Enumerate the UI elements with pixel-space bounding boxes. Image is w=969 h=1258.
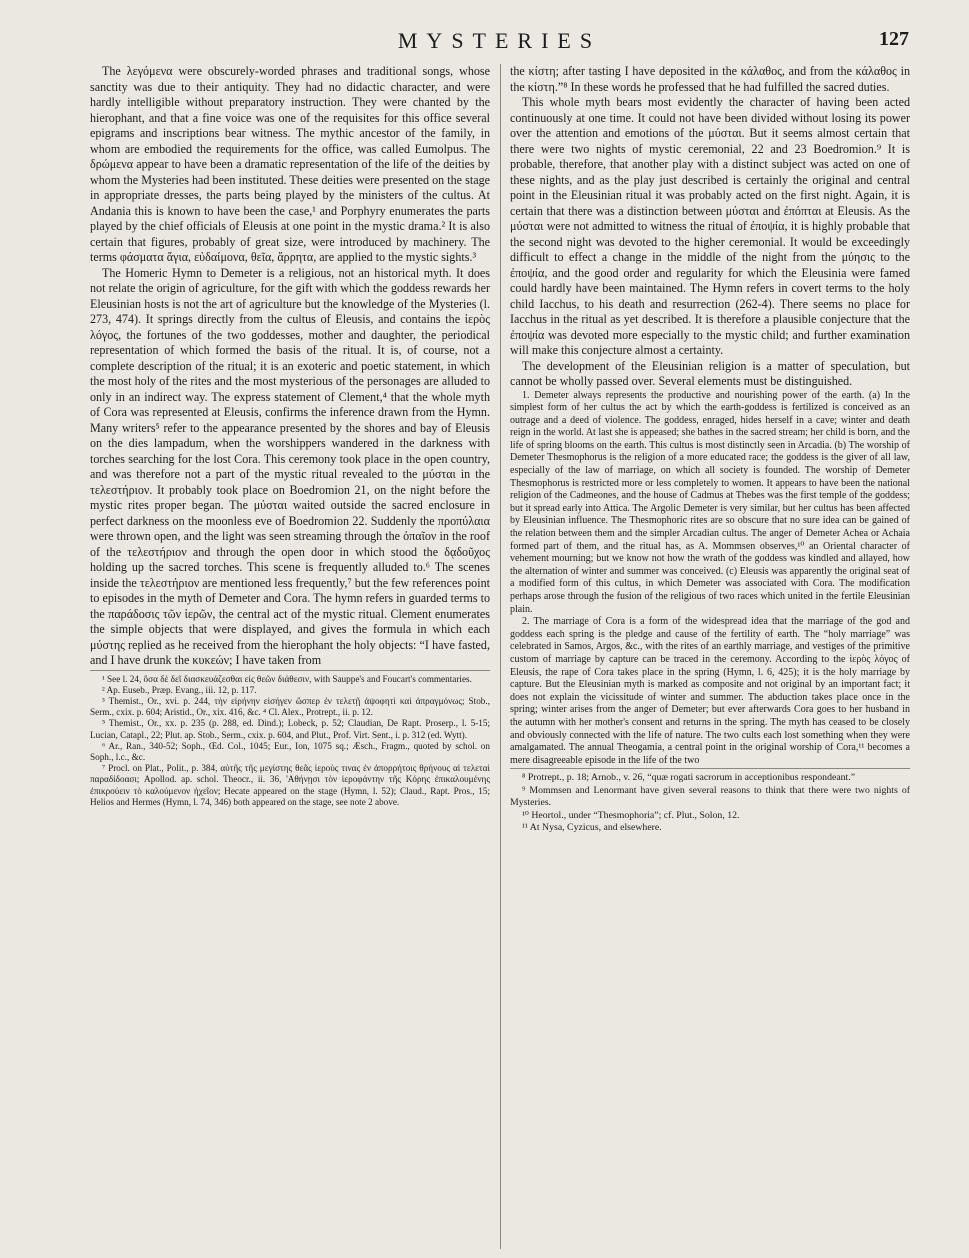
page-header bbox=[90, 28, 909, 60]
body-paragraph: The development of the Eleusinian religion is a matter of speculation, but cannot be wholly passed over. Several elements must be distinguished. bbox=[510, 358, 910, 388]
column-divider bbox=[500, 64, 501, 1249]
footnote: ³ Themist., Or., xvi. p. 244, τὴν εἰρήνην εἰσήγεν ὥσπερ ἐν τελετῇ ἀψοφητὶ καὶ ἀπραγμόνως; Stob., Serm., cxix. p. 604; Aristid., Or., xix. 416, &c. ⁴ Cl. Alex., Protrept., ii. p. 12. bbox=[90, 695, 490, 718]
footnote: ¹¹ At Nysa, Cyzicus, and elsewhere. bbox=[522, 821, 662, 833]
running-title: MYSTERIES bbox=[397, 28, 602, 53]
numbered-paragraph: 1. Demeter always represents the productive and nourishing power of the earth. (a) In the simplest form of her cultus the act by which the earth-goddess is fertilized is conceived as an outrage and a deed of violence. The goddess, enraged, hides herself in a cave; winter and death reign in the world. At last she is appeased; she bathes in the sacred stream; her child is born, and the life of spring blooms on the earth. This cultus is most distinctly seen in Arcadia. (b) The worship of Demeter Thesmophorus is the religion of a more educated race; the goddess is the giver of all law, especially of the law of marriage, on which all society is founded. The worship of Demeter Thesmophorus is restricted more or less completely to women. It appears to have been the national religion of the Cadmeones, and the house of Cadmus at Thebes was the first temple of the goddess; but it spread early into Attica. The Argolic Demeter is very similar, but her cultus has been affected by Eleusinian influence. The Thesmophoric rites are so obscure that no sure idea can be gained of the relation between them and the simpler Arcadian cultus. The anger of Demeter Achea or Achaia formed part of them, and the ritual has, as A. Mommsen observes,¹⁰ an Oriental character of vehement mourning; but we know not how the wrath of the goddess was kindled and allayed, how the alternation of winter and summer was conceived. (c) Eleusis was apparently the original seat of a modified form of this cultus, in which Demeter was associated with Cora. The modification perhaps arose through the fusion of the religious of two races which united in the fertile Eleusinian plain. bbox=[510, 389, 910, 615]
footnote-divider bbox=[510, 768, 910, 769]
footnote-divider bbox=[90, 670, 490, 671]
right-column bbox=[510, 64, 910, 834]
left-column bbox=[90, 64, 490, 808]
body-paragraph: The λεγόμενα were obscurely-worded phrases and traditional songs, whose sanctity was due to their antiquity. They had no didactic character, and were hardly intelligible without preparatory instruction. They were chanted by the hierophant, and that a fine voice was one of the requisites for this office several epigrams and inscriptions bear witness. The mythic ancestor of the family, in whom are embodied the requirements for the office, was called Eumolpus. The δρώμενα appear to have been a dramatic representation of the life of the deities by whom the Mysteries had been instituted. These deities were presented on the stage in appropriate dresses, the parts being played by the ministers of the cultus. At Andania this is known to have been the case,¹ and Porphyry enumerates the parts played by the chief officials of Eleusis at one point in the mystic drama.² It is also certain that figures, probably of great size, were introduced by machinery. The terms φάσματα ἅγια, εὐδαίμονα, θεῖα, ἄρρητα, are applied to the mystic sights.³ bbox=[90, 64, 490, 264]
footnote: ⁹ Mommsen and Lenormant have given several reasons to think that there were two nights of Mysteries. bbox=[510, 784, 910, 809]
body-paragraph: This whole myth bears most evidently the character of having been acted continuously at one time. It could not have been divided without losing its power over the attention and emotions of the μύσται. But it seems almost certain that there were two nights of mystic ceremonial, 22 and 23 Boedromion.⁹ It is probable, therefore, that another play with a distinct subject was acted on one of these nights, and as the play just described is certainly the original and central point in the Eleusinian ritual it was probably acted on the first night. Again, it is certain that there was a distinction between μύσται and ἐπόπται at Eleusis. As the μύσται were not admitted to witness the ritual of ἐποψία, it is highly probable that the second night was devoted to the higher ceremonial. It would be exceedingly difficult to effect a change in the middle of the night from the μύησις to the ἐποψία, and the good order and regularity for which the Eleusinia were famed could hardly have been maintained. The Hymn refers in covert terms to the holy child Iacchus, to his death and resurrection (262-4). There seems no place for Iacchus in the ritual as yet described. It is therefore a plausible conjecture that the ἐποψία was devoted more especially to the mystic child; and further examination will make this conjecture almost a certainty. bbox=[510, 95, 910, 357]
footnote: ¹ See l. 24, ὅσα δὲ δεῖ διασκευάζεσθαι εἰς θεῶν διάθεσιν, with Sauppe's and Foucart's commentaries. bbox=[102, 673, 472, 684]
footnote: ⁷ Procl. on Plat., Polit., p. 384, αὐτῆς τῆς μεγίστης θεᾶς ἱεροὺς τινας ἐν ἀπορρήτοις θρήνους αἱ τελεταὶ παραδίδοασι; Apollod. ap. schol. Theocr., ii. 36, 'Αθήνῃσι τὸν ἱεροφάντην τῆς Κόρης ἐπικαλουμένης ἐπικρούειν τὸ καλούμενον ἠχεῖον; Hecate appeared on the stage (Hymn, l. 52); Claud., Rapt. Pros., 15; Helios and Hermes (Hymn, l. 74, 346) both appeared on the stage, see note 2 above. bbox=[90, 763, 490, 807]
footnote: ¹⁰ Heortol., under “Thesmophoria”; cf. Plut., Solon, 12. bbox=[522, 809, 740, 821]
footnote: ⁵ Themist., Or., xx. p. 235 (p. 288, ed. Dind.); Lobeck, p. 52; Claudian, De Rapt. Proserp., l. 5-15; Lucian, Catapl., 22; Plut. ap. Stob., Serm., cxix. p. 604, and Plut., Prof. Virt. Sent., i. p. 312 (ed. Wytt). bbox=[90, 718, 490, 740]
page-number: 127 bbox=[879, 28, 909, 50]
body-paragraph: The Homeric Hymn to Demeter is a religious, not an historical myth. It does not relate the origin of agriculture, for the gift with which the goddess rewards her Eleusinian hosts is not the art of agriculture but the knowledge of the Mysteries (l. 273, 474). It springs directly from the cultus of Eleusis, and contains the ἱερὸς λόγος, the fortunes of the two goddesses, mother and daughter, the periodical representation of which formed the basis of the ritual. It is, of course, not a complete description of the ritual; it is an exoteric and poetic statement, in which the most holy of the rites and the most mysterious of the personages are alluded to only in an indirect way. The express statement of Clement,⁴ that the whole myth of Cora was represented at Eleusis, confirms the inference drawn from the Hymn. Many writers⁵ refer to the appearance presented by the shores and bay of Eleusis on the dies lampadum, when the worshippers wandered in the darkness with torches searching for the lost Cora. This ceremony took place in the open country, and was therefore not a part of the mystic ritual revealed to the μύσται in the τελεστήριον. It probably took place on Boedromion 21, on the night before the mystic rites proper began. The μύσται waited outside the sacred enclosure in perfect darkness on the moonless eve of Boedromion 22. Suddenly the προπύλαια were thrown open, and the light was seen streaming through the ὀπαῖον in the roof of the τελεστήριον and through the open door in which stood the δᾳδοῦχος holding up the sacred torches. This scene is frequently alluded to.⁶ The scenes inside the τελεστήριον are mentioned less frequently,⁷ but the few references point to episodes in the myth of Demeter and Cora. The hymn refers in guarded terms to the παράδοσις τῶν ἱερῶν, the central act of the mystic ritual. Clement enumerates the simple objects that were displayed, and gives the formula in which each μύστης replied as he received from the hierophant the holy objects: “I have fasted, and I have drunk the κυκεών; I have taken from bbox=[90, 265, 490, 667]
footnote: ⁶ Ar., Ran., 340-52; Soph., Œd. Col., 1045; Eur., Ion, 1075 sq.; Æsch., Fragm., quoted by schol. on Soph., l.c., &c. bbox=[90, 740, 490, 762]
footnote: ⁸ Protrept., p. 18; Arnob., v. 26, “quæ rogati sacrorum in acceptionibus respondeant.” bbox=[522, 772, 856, 784]
body-paragraph: the κίστη; after tasting I have deposited in the κάλαθος, and from the κάλαθος in the κίστη.”⁸ In these words he professed that he had fulfilled the sacred duties. bbox=[510, 64, 910, 94]
numbered-paragraph: 2. The marriage of Cora is a form of the widespread idea that the marriage of the god and goddess each spring is the pledge and cause of the fertility of earth. The “holy marriage” was celebrated in Samos, Argos, &c., with the rites of an earthly marriage, and vestiges of the primitive custom of marriage by capture can be traced in the ceremony. According to the ἱερὸς λόγος of Eleusis, the rape of Cora takes place in the spring (Hymn, l. 6, 425); it is the holy marriage by capture. But the Eleusinian myth is marked as composite and not original by an important fact; it does not explain the vicissitude of winter and summer. The abduction takes place once in the spring; winter arises from the anger of Demeter; but ever afterwards Cora goes to her husband in the autumn with her mother's consent and returns in the spring. The myth has ceased to be closely and obviously connected with the life of nature. The two cults each lost something when they were amalgamated. The annual Theogamia, a central point in the original worship of Cora,¹¹ becomes a mere disagreeable episode in the life of the two bbox=[510, 616, 910, 766]
footnote: ² Ap. Euseb., Præp. Evang., iii. 12, p. 117. bbox=[102, 684, 257, 695]
